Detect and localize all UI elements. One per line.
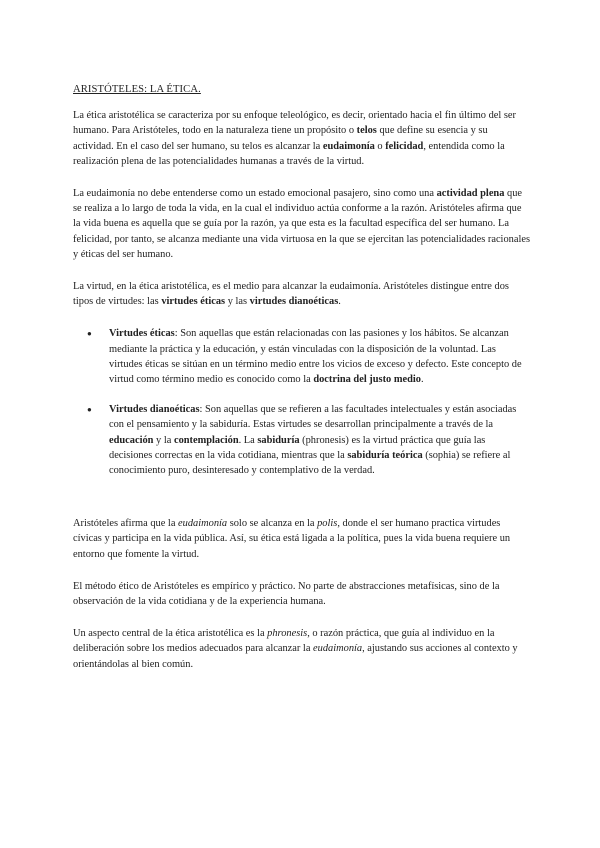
text-span: y la (153, 434, 174, 446)
text-span: , entendida como la realización plena de las potencialidades humanas a través de la virtud. (73, 140, 505, 167)
text-span: : Son aquellas que se refieren a las facultades intelectuales y están asociadas con el pensamiento y la sabiduría. Estas virtudes se desarrollan principalmente a través de la (109, 404, 517, 431)
bold-term: Virtudes dianoéticas (109, 404, 200, 416)
bold-term-telos: telos (356, 125, 377, 137)
list-item-virtudes-eticas (73, 326, 530, 387)
bold-term-educacion: educación (109, 434, 154, 446)
bold-term: Virtudes éticas (109, 328, 175, 340)
bold-term-sabiduria-teorica: sabiduría teórica (347, 449, 423, 461)
paragraph-phronesis (73, 626, 530, 672)
document-title: ARISTÓTELES: LA ÉTICA. (73, 84, 201, 95)
text-span: , ajustando sus acciones al contexto y orientándolas al bien común. (73, 643, 518, 670)
spacer (73, 493, 530, 516)
document-page (73, 82, 530, 689)
italic-term-eudaimonia: eudaimonía (178, 518, 228, 530)
text-span: La eudaimonía no debe entenderse como un estado emocional pasajero, sino como una (73, 188, 437, 200)
text-span: (sophia) se refiere al conocimiento puro, desinteresado y contemplativo de la verdad. (109, 449, 511, 477)
text-span: y las (225, 296, 250, 308)
text-span: . La (238, 434, 258, 446)
text-span: , donde el ser humano practica virtudes cívicas y participa en la vida pública. Así, su ética está ligada a la política, pues la vida buena requiere un entorno que fomente la virtud. (73, 518, 511, 560)
text-span: . (338, 296, 341, 308)
text-span: , o razón práctica, que guía al individuo en la deliberación sobre los medios adecuados para alcanzar la (73, 628, 495, 655)
text-span: El método ético de Aristóteles es empírico y práctico. No parte de abstracciones metafísicas, sino de la observación de la vida cotidiana y de la experiencia humana. (73, 580, 500, 608)
text-span: o (374, 140, 386, 152)
paragraph-virtud (73, 279, 530, 309)
list-item-virtudes-dianoeticas (73, 402, 530, 478)
bold-term-sabiduria: sabiduría (257, 434, 300, 446)
italic-term-polis: polis (317, 518, 338, 530)
paragraph-eudaimonia (73, 186, 530, 262)
text-span: Un aspecto central de la ética aristotélica es la (73, 628, 268, 640)
text-span: La ética aristotélica se caracteriza por su enfoque teleológico, es decir, orientado hacia el fin último del ser humano. Para Aristóteles, todo en la naturaleza tiene un propósito o (73, 110, 517, 137)
bold-term-virtudes-eticas: virtudes éticas (161, 296, 226, 308)
text-span: que define su esencia y su actividad. En el caso del ser humano, su telos es alcanzar la (73, 125, 488, 152)
italic-term-eudaimonia: eudaimonía (313, 643, 363, 655)
text-span: solo se alcanza en la (227, 518, 318, 530)
virtues-list (73, 326, 530, 478)
text-span: La virtud, en la ética aristotélica, es el medio para alcanzar la eudaimonía. Aristóteles distingue entre dos tipos de virtudes: las (73, 281, 509, 308)
paragraph-polis (73, 516, 530, 562)
text-span: . (420, 374, 424, 386)
text-span: que se realiza a lo largo de toda la vida, en la cual el individuo actúa conforme a la razón. Aristóteles afirma que la vida buena es aquella que se guía por la razón, ya que esta es la facultad específica del ser humano. La felicidad, por tanto, se alcanza mediante una vida virtuosa en la que se ejercitan las potencialidades racionales y éticas del ser humano. (73, 188, 530, 260)
paragraph-metodo (73, 579, 530, 609)
bold-term-felicidad: felicidad (385, 140, 424, 152)
bold-term-virtudes-dianoeticas: virtudes dianoéticas (249, 296, 339, 308)
bold-term-contemplacion: contemplación (173, 434, 239, 446)
text-span: Aristóteles afirma que la (73, 518, 179, 530)
bold-term-actividad-plena: actividad plena (436, 188, 505, 200)
paragraph-teleology (73, 108, 530, 169)
italic-term-phronesis: phronesis (267, 628, 308, 640)
text-span: : Son aquellas que están relacionadas con las pasiones y los hábitos. Se alcanzan mediante la práctica y la educación, y están vinculadas con la disposición de la voluntad. Las virtudes éticas se sitúan en un término medio entre los vicios de exceso y defecto. Este concepto de virtud como término medio es conocido como la (109, 328, 522, 386)
bold-term-justo-medio: doctrina del justo medio (313, 374, 421, 386)
text-span: (phronesis) es la virtud práctica que guía las decisiones correctas en la vida cotidiana, mientras que la (109, 434, 486, 461)
bold-term-eudaimonia: eudaimonía (322, 140, 375, 152)
